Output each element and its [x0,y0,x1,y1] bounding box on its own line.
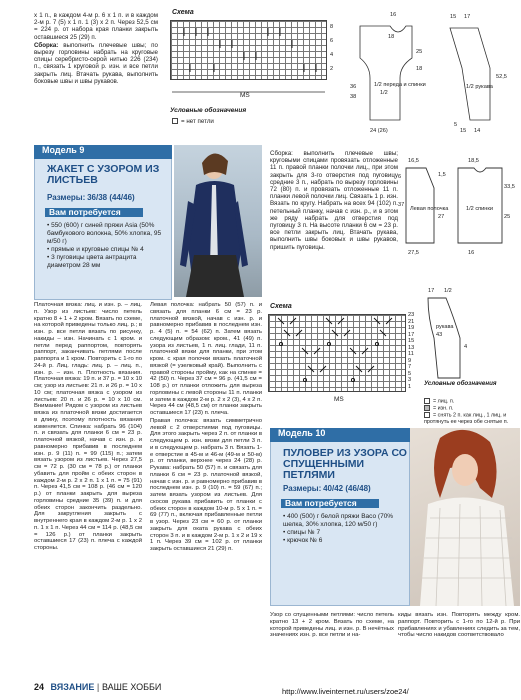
row-label: 9 [408,357,412,364]
pattern-label: 1/2 спинки [466,206,493,212]
pattern-label: 16 [468,250,475,256]
col1-top-paragraph: х 1 п., в каждом 4-м р. 6 х 1 п. и в каждом 2-м р. 7 (5) х 1 п. 1 (3) х 2 п. Через 52,5 см = 224 р. от набора края планки закрыть оставшиеся 25 (29) п. [34,12,158,41]
footer-sep: | [96,682,100,692]
row-label: 2 [330,66,334,72]
left-front-text: Левая полочка: набрать 50 (57) п. и связать для планки 6 см = 23 р. платочной вязкой, начав с изн. р. и равномерно прибавив в последнем изн. р. 4 (5) п. = 54 (62) п. Затем вязать следующим образом: кром., 41 (49) п. узора из листьев, 1 п. лиц. глади, 11 п. платочной вязки для планки, при этом кром. с края полочки вязать платочной вязкой (= узелковый край). Выполнить с правой стороны пройму, как на спинке = 42 (50) п. Через 37 см = 96 р. (41,5 см = 108 р.) от планки отложить для выреза горловины с левой стороны 11 п. планки и затем в каждом 2-м р. 2 х 2 (3), 4 х 2 п. Через 44 см (48,5 см) от планки закрыть оставшиеся 17 (23) п. плеча. [150,302,262,416]
legend-text: = снять 2 п. как лиц., 1 лиц. и протянуть ее через обе снятые п. [424,412,509,425]
right-front-text: Правая полочка: вязать симметрично левой с 2 отверстиями под пуговицы. Для этого закрыть через 2 п. от планки в следующем р. изн. вязки для петли 3 п. и в следующем р. набрать 3 п. Вязать 1-е отверстие в 45-м и 46-м (49-м и 50-м) р. от планки, верхнее через 24 (28) р. Рукава: набрать 50 (57) п. и связать для планки 6 см = 23 р. платочной вязкой, начав с изн. р. и равномерно прибавив в последнем изн. р. 9 (10) п. = 59 (67) п.; затем вязать узором из листьев. Для скосов рукава прибавить от планки с обеих сторон в каждом 10-м р. 5 х 1 п. = 69 (77) п., включая прибавленные петли в узор. Через 23 см = 60 р. от планки закрыть для оката рукава с обеих сторон 3 п. и в каждом 2-м р. 1 х 2 и 19 х 1 п. Через 39 см = 102 р. от планки закрыть оставшиеся 21 (29) п. [150,417,262,552]
row-label: 8 [330,24,334,30]
mid-scheme-symbols [268,314,406,392]
assembly-title: Сборка: [34,41,59,49]
legend-swatch [424,398,430,404]
model10-items [283,513,405,545]
pattern-label: 52,5 [496,74,507,80]
pattern-label: 38 [350,94,357,100]
pattern-label: 1/2 [380,90,388,96]
row-label: 13 [408,344,415,351]
pattern-label: 25 [504,214,511,220]
col2-right-top-text: Сборка: выполнить плечевые швы; круговыми спицами провязать отложенные 11 п. правой планки полочки лиц., при этом закрыть для 3-го отверстия под пуговицу средние 3 п., набрать по вырезу горловины 72 (80) п. и провязать отложенные 11 п. планки левой полочки лиц. Связать 1 р. изн. Вязать по кругу. Набрать на всех 94 (102) п. петельный планку, начав с изн. р., и в этом же ряду набрать для отверстия под пуговицу 3 п. На высоте планки 6 см = 23 р. все петли закрыть лиц. Втачать рукава, выполнить швы боковых и швы рукавов, пришить пуговицы. [270,150,398,251]
list-item: • крючок № 6 [283,537,323,544]
pattern-label: 37 [398,202,405,208]
list-item: • прямые и круговые спицы № 4 [47,246,144,253]
row-label: 23 [408,312,415,318]
footer-section: ВАШЕ ХОББИ [101,682,162,692]
row-label: 21 [408,318,415,325]
model10-sizes: 40/42 (46/48) [323,484,371,493]
pattern-label: 24 (26) [370,128,388,134]
legend-swatch [424,405,430,411]
model9-size-label: Размеры: [47,193,86,202]
legend-text: = лиц. п. [433,398,455,405]
pattern-label: рукава [436,324,454,330]
pattern-label: 18 [388,34,395,40]
pattern-label: 25 [416,49,423,55]
model9-card [34,145,172,300]
mid-symbols-title: Условные обозначения [424,380,497,387]
model10-label: Модель 10 [270,428,410,442]
bottom-col2: Узор со спущенными петлями: число петель кратно 13 + 2 кром. Вязать по схеме, на которой приведены лиц. и изн. р. В нечётных значениях изн. р. все петли и на- [270,612,394,639]
model10-photo [410,428,520,606]
legend-text: = нет петли [181,118,214,125]
pattern-label: 16,5 [408,158,419,164]
row-label: 5 [408,370,412,377]
pattern-label: 43 [436,332,443,338]
woman-in-jacket-illustration [174,145,262,297]
row-label: 6 [330,38,334,44]
pattern-label: 18 [416,66,423,72]
model9-title: ЖАКЕТ С УЗОРОМ ИЗ ЛИСТЬЕВ [47,163,160,186]
pattern-label: 15 [460,128,467,134]
pattern-label: 1/2 [444,288,452,294]
top-scheme-ms-arrow [170,88,327,96]
model9-items [47,222,167,270]
row-label: 7 [408,364,412,370]
mid-symbols [424,398,519,425]
list-item: • 550 (600) г синей пряжи Asia (50% бамбукового волокна, 50% хлопка, 95 м/50 г) [47,222,162,245]
pattern-label: 5 [454,122,458,128]
pattern-label: 36 [350,84,357,90]
col1-top-text [34,12,158,85]
pattern-label: 27,5 [408,250,419,256]
legend-swatch [424,412,430,418]
page-number: 24 [34,682,45,692]
assembly-text: выполнить плечевые швы; по вырезу горловины набрать на круговые спицы серебристо-серой нитью 226 (234) п., связать 1 круговой р. изн. и все петли закрыть лиц. Втачать рукава, выполнить боковые швы и швы рукавов. [34,41,158,85]
model9-sizes: 36/38 (44/46) [87,193,135,202]
row-label: 17 [408,331,415,338]
pattern-label: 1/2 рукава [466,84,493,90]
pattern-label: 17 [428,288,435,294]
list-item: • 3 пуговицы цвета антрацита диаметром 28 мм [47,254,137,269]
mid-scheme-title: Схема [270,303,292,310]
model9-need: Вам потребуется [45,208,143,217]
list-item: • 400 (500) г белой пряжи Васо (70% шелка, 30% хлопка, 120 м/50 г) [283,513,394,528]
woman-in-white-sweater-illustration [410,428,520,606]
model10-title: ПУЛОВЕР ИЗ УЗОРА СО СПУЩЕННЫМИ ПЕТЛЯМИ [283,447,407,481]
footer-url[interactable]: http://www.liveinternet.ru/users/zoe24/ [282,687,409,696]
row-label: 4 [330,52,334,58]
pattern-label: 18,5 [468,158,479,164]
model10-need: Вам потребуется [281,499,379,508]
pattern-label: 27 [438,214,445,220]
model9-label: Модель 9 [34,145,172,159]
pattern-label: 17 [464,14,471,20]
row-label: 11 [408,351,414,357]
lower-col2 [150,302,262,553]
row-label: 3 [408,377,412,383]
row-label: 15 [408,338,415,344]
legend-text: = изн. п. [433,405,454,412]
bottom-col3: киды вязать изн. Повторять между кром. раппорт. Повторить с 1-го по 12-й р. При прибавлениях и убавлениях следить за тем, чтобы число накидов соответствовало [398,612,520,639]
row-label: 1 [408,383,412,390]
legend-swatch [172,118,178,124]
pattern-label: 16 [390,12,397,18]
pattern-label: 15 [450,14,457,20]
footer-brand: ВЯЗАНИЕ [50,682,95,692]
top-scheme-symbols [170,20,327,80]
top-scheme-row-labels [330,20,344,76]
model9-photo [174,145,262,297]
model10-size-label: Размеры: [283,484,322,493]
top-pattern-diagram [350,8,520,136]
pattern-label: 1/2 переда и спинки [374,82,426,88]
top-scheme-ms: MS [240,92,250,99]
pattern-label: 1,5 [438,172,446,178]
lower-col1: Платочная вязка: лиц. и изн. р. – лиц. п. Узор из листьев: число петель кратно 8 + 1 + 2 кром. Вязать по схеме, на которой приведены только лиц. р.; в изн. р. все петли вязать по рисунку, накиды – изн. Начинать с 1 кром. и петли перед раппортом, повторять раппорт, заканчивать петлями после раппорта и 1 кром. Повторить с 1-го по 24-й р. Лиц. гладь: лиц. р. – лиц. п., изн. р. – изн. п. Плотность вязания. Платочная вязка: 19 п. и 37 р. = 10 х 10 см; узор из листьев: 21 п. и 26 р. = 10 х 10 см; платочная вязка с узором из листьев: 20 п. и 26 р. = 10 х 10 см. Внимание! Рядом с узором из листьев вязка из платочной вязки достигается в длину, поэтому плотность вязания изменяется. Спинка: набрать 96 (104) п. и связать для планки 6 см = 23 р. платочной вязкой, начав с изн. р. и равномерно прибавив в последнем изн. р. 9 (11) п. = 99 (115) п.; затем вязать узором из листьев. Через 27,5 см = 72 р. (30 см = 78 р.) от планки убавить для пройм с обеих сторон в каждом 2-м р. 2 х 2 п. 1 х 1 п. = 75 (91) п. Через 41,5 см = 108 р. (46 см = 120 р.) от планки закрыть для выреза горловины средние 35 (39) п. и для обеих сторон закончить раздельно. Для закругления закрыть с внутреннего края в каждом 2-м р. 1 х 2 п. 1 х 1 п. Через 44 см = 114 р. (48,5 см = 126 р.) от планки закрыть оставшиеся 17 (23) п. плеча с каждой стороны. [34,302,142,551]
list-item: • спицы № 7 [283,529,321,536]
row-label: 19 [408,325,415,331]
top-symbols-title: Условные обозначения [170,107,247,114]
pattern-label: 6 [398,174,402,180]
model10-card [270,428,410,606]
pattern-label: 4 [464,344,468,350]
pattern-label: Левая полочка [410,206,449,212]
mid-scheme-row-labels [408,312,420,390]
top-symbol-row [172,118,214,125]
mid-scheme-ms: MS [334,396,344,403]
page-footer [34,684,274,691]
pattern-label: 14 [474,128,481,134]
pattern-label: 33,5 [504,184,515,190]
top-scheme-title: Схема [172,9,194,16]
